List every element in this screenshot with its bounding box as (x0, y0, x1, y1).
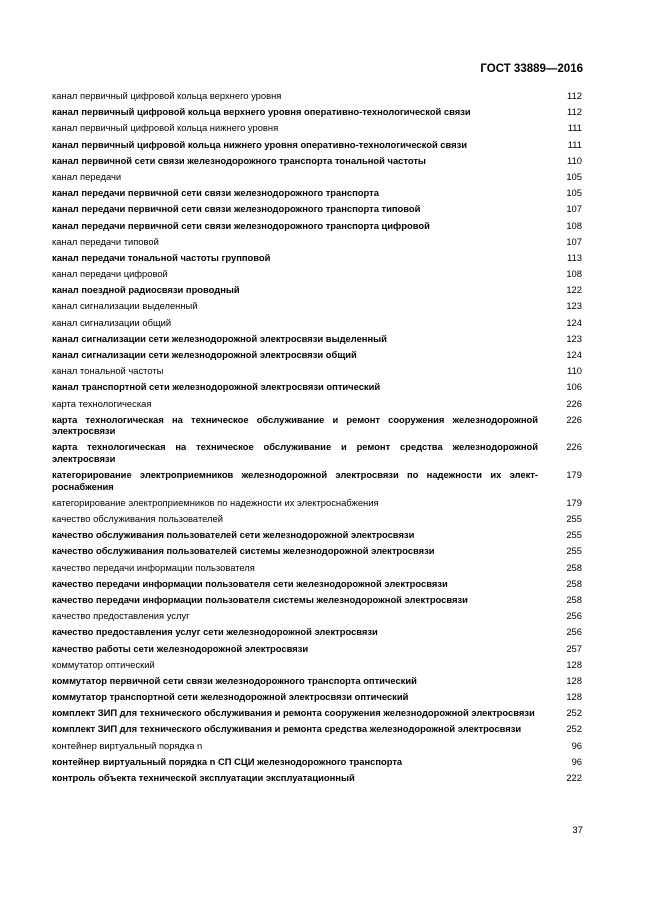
index-entry (52, 252, 582, 264)
index-entry (52, 772, 582, 784)
index-page-ref: 258 (566, 593, 582, 605)
index-page-ref: 256 (566, 626, 582, 638)
index-page-ref: 222 (566, 772, 582, 783)
index-page-ref: 123 (566, 332, 582, 344)
index-page-ref: 255 (566, 513, 582, 524)
index-page-ref: 106 (566, 381, 582, 393)
index-term: контроль объекта технической эксплуатации эксплуатационный (52, 772, 355, 783)
index-page-ref: 111 (567, 122, 582, 134)
index-entry (52, 610, 582, 622)
index-entry (52, 300, 582, 312)
index-term: комплект ЗИП для технического обслуживания и ремонта средства железнодорожной электросвязи (52, 723, 522, 735)
index-term: канал первичной сети связи железнодорожного транспорта тональной частоты (52, 154, 426, 166)
index-entry (52, 333, 582, 345)
index-term: коммутатор оптический (52, 658, 155, 670)
index-page-ref: 252 (566, 707, 582, 719)
index-term: категорирование электроприемников железнодорожной электросвязи по надежности их электроснабжения (52, 469, 538, 492)
index-entry (52, 106, 582, 118)
index-entry (52, 317, 582, 329)
index-entry (52, 122, 582, 134)
index-page-ref: 255 (566, 545, 582, 557)
index-page-ref: 256 (566, 610, 582, 622)
index-term: канал передачи типовой (52, 235, 159, 247)
index-term: канал поездной радиосвязи проводный (52, 284, 240, 296)
index-term: качество предоставления услуг (52, 610, 190, 622)
index-term: комплект ЗИП для технического обслуживания и ремонта сооружения железнодорожной электросвязи (52, 707, 535, 719)
index-term: канал передачи первичной сети связи железнодорожного транспорта цифровой (52, 219, 430, 231)
index-term: канал тональной частоты (52, 365, 164, 377)
index-term: карта технологическая на техническое обслуживание и ремонт сооружения железнодорожной электросвязи (52, 413, 538, 437)
index-entry (52, 513, 582, 525)
index-term: канал сигнализации сети железнодорожной электросвязи общий (52, 349, 357, 360)
index-page-ref: 107 (566, 203, 582, 215)
index-page-ref: 123 (566, 300, 582, 312)
index-entry (52, 707, 582, 719)
index-entry (52, 349, 582, 361)
index-entry (52, 268, 582, 280)
index-entry (52, 756, 582, 768)
index-term: карта технологическая на техническое обслуживание и ремонт средства железнодорожной электросвязи (52, 441, 538, 464)
index-term: контейнер виртуальный порядка n (52, 739, 203, 751)
index-entry (52, 594, 582, 606)
index-page-ref: 96 (571, 755, 582, 767)
index-entry (52, 203, 582, 215)
index-page-ref: 257 (566, 642, 582, 654)
index-page-ref: 226 (566, 441, 582, 453)
index-page-ref: 179 (566, 469, 582, 481)
index-term: канал транспортной сети железнодорожной электросвязи оптический (52, 381, 381, 393)
index-term: качество обслуживания пользователей системы железнодорожной электросвязи (52, 545, 435, 557)
index-term: канал первичный цифровой кольца верхнего уровня (52, 90, 282, 101)
index-term: канал передачи первичной сети связи железнодорожного транспорта типовой (52, 203, 421, 215)
index-term: канал передачи (52, 170, 122, 182)
index-entry (52, 365, 582, 377)
index-entry (52, 139, 582, 151)
index-entry (52, 398, 582, 410)
index-page-ref: 255 (566, 529, 582, 541)
index-page-ref: 112 (567, 90, 582, 101)
index-page-ref: 112 (567, 106, 582, 118)
index-page-ref: 96 (571, 739, 582, 751)
index-entry (52, 723, 582, 735)
index-page-ref: 128 (566, 658, 582, 670)
index-entry (52, 659, 582, 671)
index-term: канал передачи первичной сети связи железнодорожного транспорта (52, 187, 379, 199)
index-entry (52, 414, 582, 437)
index-term: коммутатор первичной сети связи железнодорожного транспорта оптический (52, 674, 417, 686)
index-entry (52, 643, 582, 655)
index-entry (52, 578, 582, 590)
index-page-ref: 108 (566, 268, 582, 280)
index-page-ref: 113 (567, 251, 582, 263)
index-entry (52, 381, 582, 393)
index-page-ref: 226 (566, 397, 582, 409)
index-entry (52, 740, 582, 752)
index-page-ref: 105 (566, 170, 582, 182)
index-term: канал первичный цифровой кольца верхнего уровня оперативно-технологической связи (52, 106, 471, 118)
index-entry (52, 284, 582, 296)
index-page-ref: 122 (566, 284, 582, 296)
index-term: категорирование электроприемников по надежности их электроснабжения (52, 496, 379, 508)
index-page-ref: 179 (566, 496, 582, 508)
index-entry (52, 171, 582, 183)
index-term: качество обслуживания пользователей сети железнодорожной электросвязи (52, 529, 415, 541)
document-header: ГОСТ 33889—2016 (480, 63, 583, 75)
index-term: качество передачи информации пользователя системы железнодорожной электросвязи (52, 593, 468, 605)
index-page-ref: 124 (566, 316, 582, 328)
index-entry (52, 675, 582, 687)
index-entry (52, 562, 582, 574)
index-term: качество работы сети железнодорожной электросвязи (52, 642, 309, 654)
index-entry (52, 545, 582, 557)
index-entry (52, 155, 582, 167)
index-page-ref: 252 (566, 723, 582, 735)
index-entry (52, 441, 582, 464)
index-term: карта технологическая (52, 397, 152, 409)
index-page-ref: 258 (566, 561, 582, 573)
index-term: качество предоставления услуг сети железнодорожной электросвязи (52, 626, 378, 638)
index-page-ref: 107 (566, 235, 582, 247)
term-index (52, 90, 582, 788)
index-entry (52, 529, 582, 541)
index-term: качество передачи информации пользователя сети железнодорожной электросвязи (52, 577, 448, 589)
index-page-ref: 110 (567, 365, 582, 377)
index-entry (52, 220, 582, 232)
index-page-ref: 226 (566, 413, 582, 425)
index-entry (52, 187, 582, 199)
index-term: контейнер виртуальный порядка n СП СЦИ железнодорожного транспорта (52, 755, 403, 767)
index-entry (52, 497, 582, 509)
index-entry (52, 626, 582, 638)
index-page-ref: 110 (567, 154, 582, 166)
index-term: качество передачи информации пользователя (52, 561, 255, 573)
index-page-ref: 128 (566, 691, 582, 703)
page-number: 37 (572, 825, 583, 836)
index-page-ref: 258 (566, 577, 582, 589)
index-term: канал сигнализации выделенный (52, 300, 198, 312)
index-term: качество обслуживания пользователей (52, 513, 223, 524)
index-entry (52, 691, 582, 703)
index-page-ref: 108 (566, 219, 582, 231)
index-page-ref: 128 (566, 674, 582, 686)
index-entry (52, 236, 582, 248)
index-term: канал сигнализации общий (52, 316, 172, 328)
index-entry (52, 90, 582, 102)
index-page-ref: 111 (567, 138, 582, 150)
index-term: коммутатор транспортной сети железнодорожной электросвязи оптический (52, 691, 409, 703)
index-page-ref: 124 (566, 349, 582, 360)
index-term: канал передачи тональной частоты групповой (52, 251, 271, 263)
index-term: канал передачи цифровой (52, 268, 168, 280)
index-term: канал сигнализации сети железнодорожной электросвязи выделенный (52, 332, 387, 344)
index-term: канал первичный цифровой кольца нижнего уровня (52, 122, 279, 134)
index-page-ref: 105 (566, 187, 582, 199)
index-entry (52, 469, 582, 492)
index-term: канал первичный цифровой кольца нижнего уровня оперативно-технологической связи (52, 138, 468, 150)
